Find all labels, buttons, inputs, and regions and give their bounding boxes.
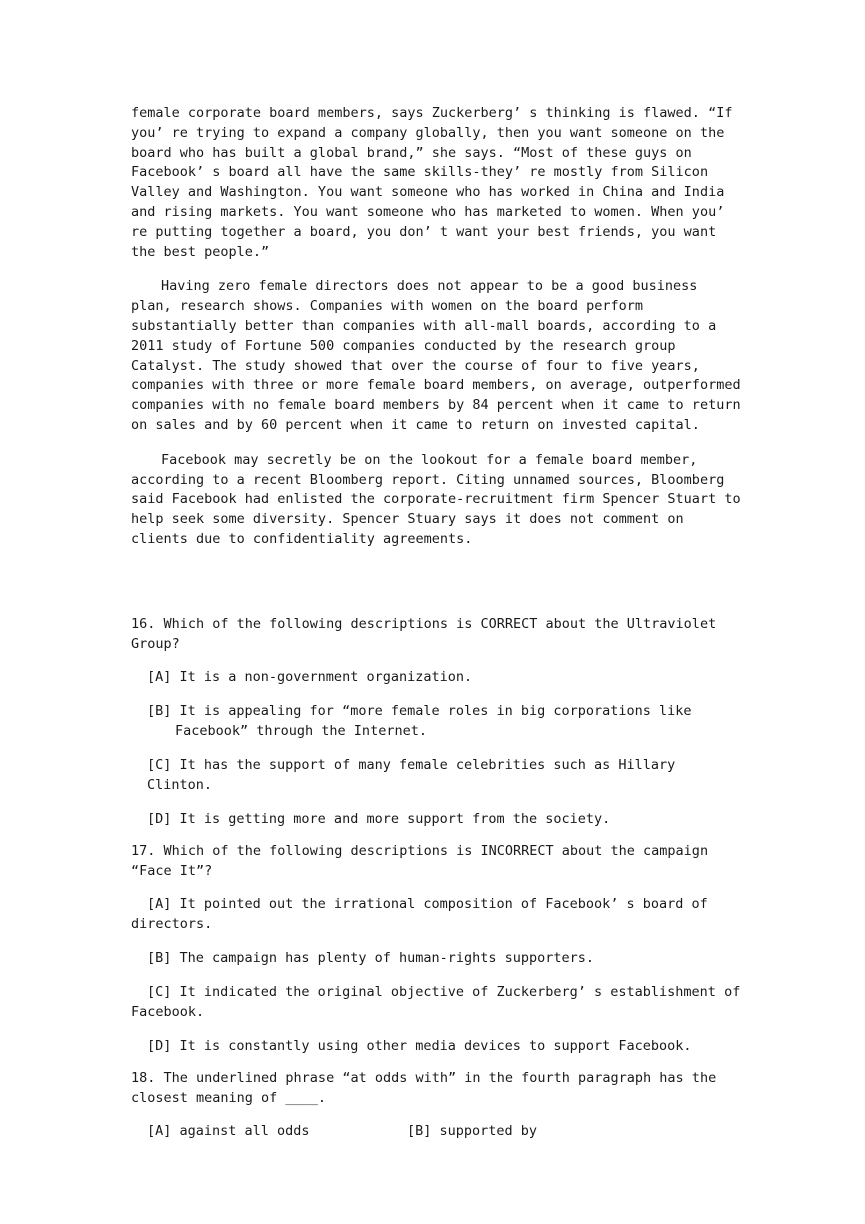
question-18 — [131, 1068, 743, 1141]
question-16 — [131, 614, 743, 829]
question-18-option-a: [A] against all odds — [147, 1122, 310, 1139]
question-16-stem: 16. Which of the following descriptions is CORRECT about the Ultraviolet Group? — [131, 615, 717, 652]
document-page — [131, 104, 749, 1141]
question-16-option-b: [B] It is appealing for “more female roles in big corporations like Facebook” through the Internet. — [147, 702, 692, 739]
section-gap — [131, 550, 743, 600]
question-17-option-c: [C] It indicated the original objective of Zuckerberg’ s establishment of Facebook. — [131, 983, 741, 1020]
passage-paragraph-2: Having zero female directors does not appear to be a good business plan, research shows. Companies with women on the board perform substantially better than companies with all-mall boards, according to a 2011 study of Fortune 500 companies conducted by the research group Catalyst. The study showed that over the course of four to five years, companies with three or more female board members, on average, outperformed companies with no female board members by 84 percent when it came to return on sales and by 60 percent when it came to return on invested capital. — [131, 278, 749, 433]
question-18-stem: 18. The underlined phrase “at odds with” in the fourth paragraph has the closest meaning of ____. — [131, 1069, 717, 1106]
passage-paragraph-1: female corporate board members, says Zuckerberg’ s thinking is flawed. “If you’ re trying to expand a company globally, then you want someone on the board who has built a global brand,” she says. “Most of these guys on Facebook’ s board all have the same skills-they’ re mostly from Silicon Valley and Washington. You want someone who has worked in China and India and rising markets. You want someone who has marketed to women. When you’ re putting together a board, you don’ t want your best friends, you want the best people.” — [131, 105, 741, 260]
question-18-option-b: [B] supported by — [407, 1122, 538, 1139]
question-17-option-b: [B] The campaign has plenty of human-rights supporters. — [147, 949, 595, 966]
passage-paragraph-3: Facebook may secretly be on the lookout for a female board member, according to a recent Bloomberg report. Citing unnamed sources, Bloomberg said Facebook had enlisted the corporate-recruitment firm Spencer Stuart to help seek some diversity. Spencer Stuary says it does not comment on clients due to confidentiality agreements. — [131, 451, 749, 547]
question-17 — [131, 841, 743, 1056]
question-16-option-d: [D] It is getting more and more support from the society. — [147, 810, 611, 827]
question-16-option-c: [C] It has the support of many female celebrities such as Hillary Clinton. — [147, 756, 676, 793]
question-17-option-a: [A] It pointed out the irrational composition of Facebook’ s board of directors. — [131, 895, 708, 932]
question-16-option-a: [A] It is a non-government organization. — [147, 668, 473, 685]
question-17-stem: 17. Which of the following descriptions is INCORRECT about the campaign “Face It”? — [131, 842, 709, 879]
question-17-option-d: [D] It is constantly using other media devices to support Facebook. — [147, 1037, 692, 1054]
question-18-options — [131, 1121, 743, 1141]
